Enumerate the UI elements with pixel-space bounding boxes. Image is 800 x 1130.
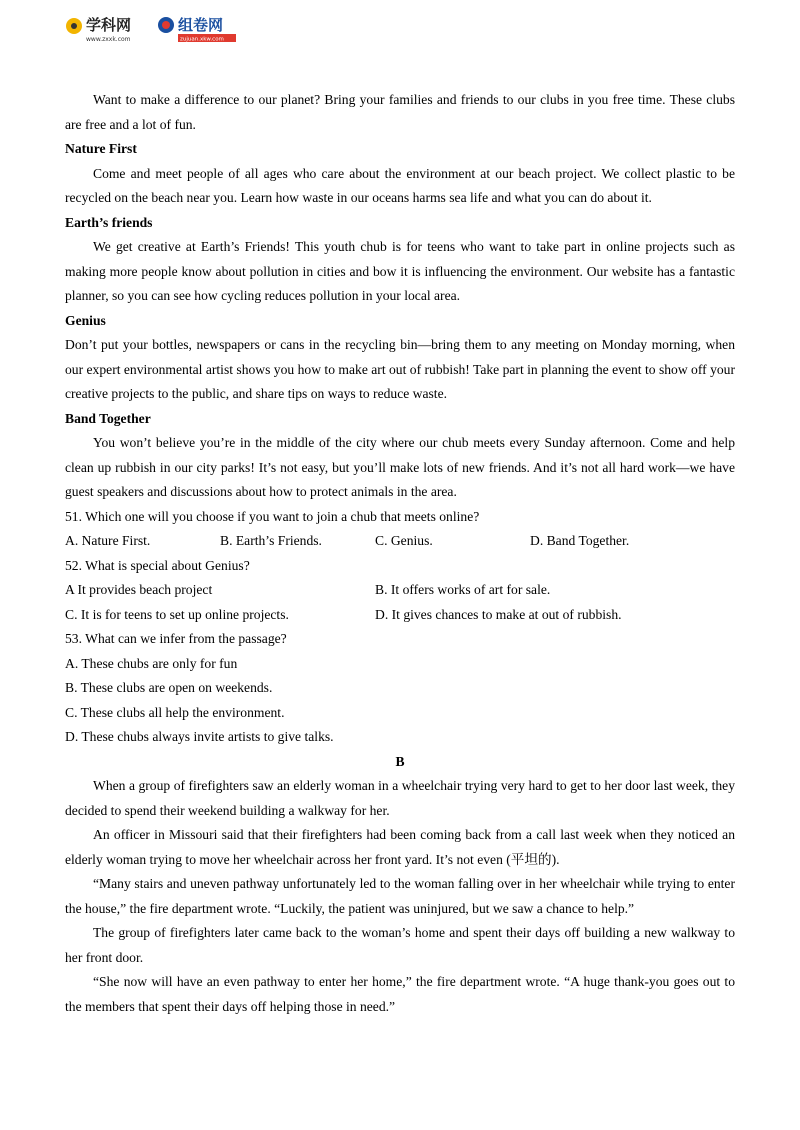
logo1-text: 学科网 xyxy=(86,16,132,34)
option-51-a: A. Nature First. xyxy=(65,533,151,548)
option-52-d: D. It gives chances to make at out of rubbish. xyxy=(375,606,622,622)
passage-b-paragraph: The group of firefighters later came back to the woman’s home and spent their days off building a new walkway to her front door. xyxy=(65,925,735,965)
club-heading-genius: Genius xyxy=(65,312,106,328)
option-51-c: C. Genius. xyxy=(375,533,433,548)
club-text-band-together: You won’t believe you’re in the middle of the city where our chub meets every Sunday afternoon. Come and help clean up rubbish in our city parks! It’s not easy, but you’ll make lots of new friends. And it’s not all hard work—we have guest speakers and discussions about how to protect animals in the area. xyxy=(65,435,735,499)
question-52-stem: 52. What is special about Genius? xyxy=(65,557,250,573)
option-53-b: B. These clubs are open on weekends. xyxy=(65,680,273,695)
passage-b-paragraph: “She now will have an even pathway to enter her home,” the fire department wrote. “A huge thank-you goes out to the members that spent their days off helping those in need.” xyxy=(65,974,735,1014)
option-52-a: A It provides beach project xyxy=(65,582,213,597)
question-52-options-row2 xyxy=(65,603,735,628)
passage-a-intro: Want to make a difference to our planet? Bring your families and friends to our clubs in you free time. These clubs are free and a lot of fun. xyxy=(65,92,735,132)
question-53-stem: 53. What can we infer from the passage? xyxy=(65,631,287,646)
option-53-a: A. These chubs are only for fun xyxy=(65,655,238,671)
club-text-nature-first: Come and meet people of all ages who care about the environment at our beach project. We collect plastic to be recycled on the beach near you. Learn how waste in our oceans harms sea life and what you can do about it. xyxy=(65,165,735,205)
zujuan-logo xyxy=(156,10,240,46)
option-51-d: D. Band Together. xyxy=(530,533,630,548)
club-heading-earths-friends: Earth’s friends xyxy=(65,214,153,230)
passage-b-label: B xyxy=(395,753,405,769)
logo2-text: 组卷网 xyxy=(178,16,224,34)
header xyxy=(64,10,364,46)
logo1-sub: www.zxxk.com xyxy=(86,36,131,43)
option-52-b: B. It offers works of art for sale. xyxy=(375,582,551,597)
club-text-earths-friends: We get creative at Earth’s Friends! This youth chub is for teens who want to take part in online projects such as making more people know about pollution in cities and bow it is influencing the environment. Our website has a fantastic planner, so you can see how cycling reduces pollution in your local area. xyxy=(65,239,735,303)
document-page xyxy=(65,88,735,1019)
option-51-b: B. Earth’s Friends. xyxy=(220,533,322,548)
question-51-options xyxy=(65,529,735,554)
option-52-c: C. It is for teens to set up online projects. xyxy=(65,606,289,622)
club-heading-band-together: Band Together xyxy=(65,410,151,426)
passage-b-paragraph: “Many stairs and uneven pathway unfortunately led to the woman falling over in her wheelchair while trying to enter the house,” the fire department wrote. “Luckily, the patient was uninjured, but we saw a chance to help.” xyxy=(65,876,735,916)
passage-b-paragraph: When a group of firefighters saw an elderly woman in a wheelchair trying very hard to get to her door last week, they decided to spend their weekend building a walkway for her. xyxy=(65,778,735,818)
zxxk-logo xyxy=(64,10,144,46)
option-53-c: C. These clubs all help the environment. xyxy=(65,704,285,720)
club-heading-nature-first: Nature First xyxy=(65,141,137,156)
question-51-stem: 51. Which one will you choose if you want to join a chub that meets online? xyxy=(65,508,480,524)
passage-b-paragraph: An officer in Missouri said that their firefighters had been coming back from a call last week when they noticed an elderly woman trying to move her wheelchair across her front yard. It’s not even (平坦的). xyxy=(65,827,735,867)
logo2-sub: zujuan.xkw.com xyxy=(180,36,224,43)
club-text-genius: Don’t put your bottles, newspapers or cans in the recycling bin—bring them to any meeting on Monday morning, when our expert environmental artist shows you how to make art out of rubbish! Take part in planning the event to show off your creative projects to the public, and share tips on ways to reduce waste. xyxy=(65,337,735,401)
option-53-d: D. These chubs always invite artists to give talks. xyxy=(65,729,334,744)
question-52-options-row1 xyxy=(65,578,735,603)
